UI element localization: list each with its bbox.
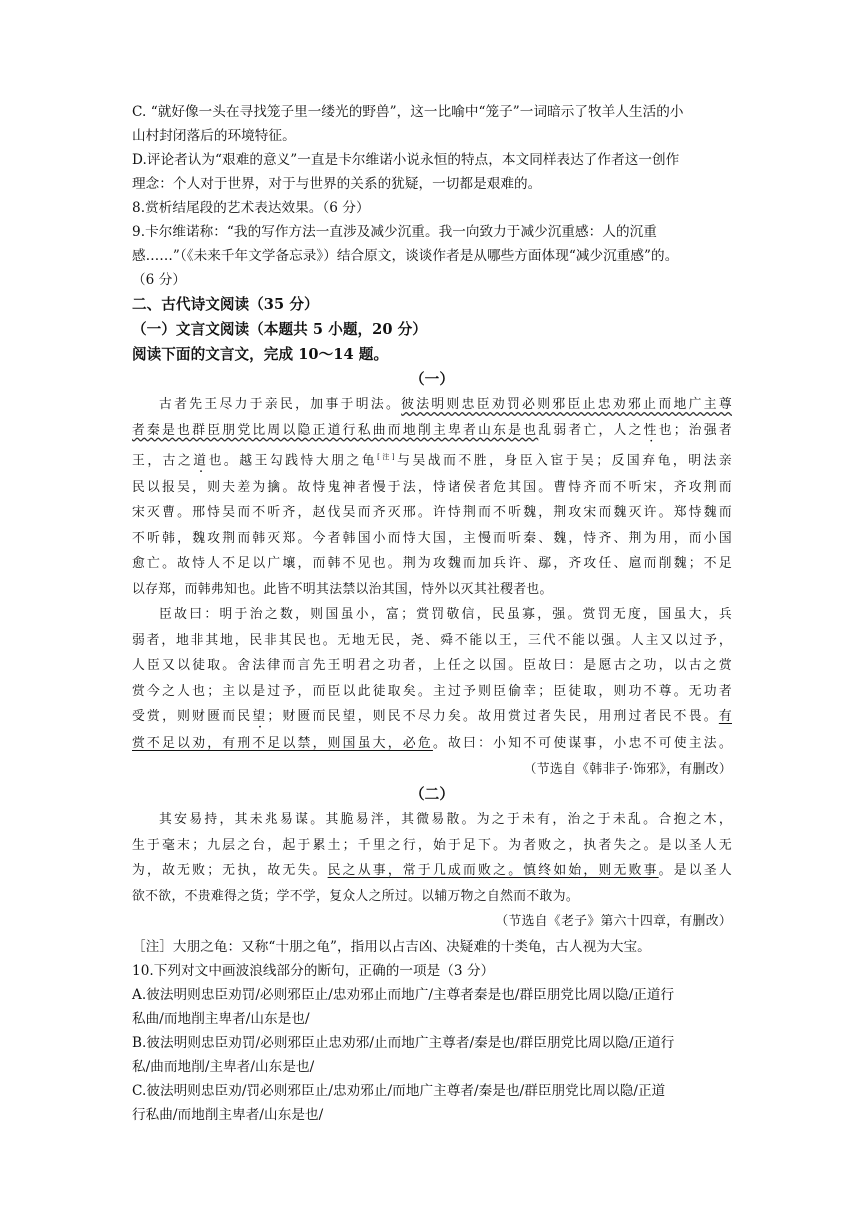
passage-1-heading: （一） [410, 371, 454, 388]
underlined-text: 民之从事，常于几成而败之。慎终如始，则无败事 [327, 863, 659, 879]
section-subtitle: （一）文言文阅读（本题共 5 小题，20 分） [132, 321, 427, 338]
passage-line: 民以报吴，则夫差为擒。故恃鬼神者慢于法，恃诸侯者危其国。曹恃齐而不听宋，齐攻荆而 [132, 479, 732, 495]
emphasis-dot-char: 道 [193, 452, 209, 468]
passage-2-heading: （二） [410, 786, 454, 804]
question-10-option-b-line-2: 私/曲而地削/主卑者/山东是也/ [132, 1058, 315, 1075]
document-page [132, 100, 732, 1127]
question-9-line-1: 9.卡尔维诺称：“我的写作方法一直涉及减少沉重。我一向致力于减少沉重感：人的沉重 [132, 224, 657, 240]
passage-line [132, 392, 732, 418]
footnote: ［注］大朋之龟：又称“十朋之龟”，指用以占吉凶、决疑难的十类龟，古人视为大宝。 [132, 938, 651, 955]
passage-text: 也。越王勾践恃大朋之龟 [208, 452, 378, 468]
wavy-underlined-text: 者秦是也群臣朋党比周以隐正道行私曲而地削主卑者山东是也 [132, 422, 539, 438]
question-10-stem: 10.下列对文中画波浪线部分的断句，正确的一项是（3 分） [132, 962, 495, 979]
passage-line: 其安易持，其未兆易谋。其脆易泮，其微易散。为之于未有，治之于未乱。合抱之木， [159, 812, 732, 828]
passage-line: 生于毫末；九层之台，起于累土；千里之行，始于足下。为者败之，执者失之。是以圣人无 [132, 837, 732, 853]
passage-line: 愈亡。故恃人不足以广壤，而韩不见也。荆为攻魏而加兵许、鄢，齐攻任、扈而削魏；不足 [132, 556, 732, 572]
passage-line: 不听韩，魏攻荆而韩灭郑。今者韩国小而恃大国，主慢而听秦、魏，恃齐、荆为用，而小国 [132, 530, 732, 546]
passage-text: 。是以圣人 [658, 863, 733, 879]
passage-line: 欲不欲，不贵难得之货；学不学，复众人之所过。以辅万物之自然而不敢为。 [132, 888, 579, 904]
question-10-option-c-line-1: C.彼法明则忠臣劝/罚必则邪臣止/忠劝邪止/而地广主尊者/秦是也/群臣朋党比周以隐/正道 [132, 1082, 666, 1099]
reading-instruction: 阅读下面的文言文，完成 10～14 题。 [132, 346, 389, 363]
passage-1-paragraph-2 [132, 602, 732, 782]
wavy-underlined-text: 彼法明则忠臣劝罚必则邪臣止忠劝邪止而地广主尊 [401, 397, 732, 412]
question-10-option-c-line-2: 行私曲/而地削主卑者/山东是也/ [132, 1106, 324, 1123]
option-d-line-1: D.评论者认为“艰难的意义”一直是卡尔维诺小说永恒的特点，本文同样表达了作者这一创作 [132, 152, 680, 168]
passage-text: 。故曰：小知不可使谋事，小忠不可使主法。 [432, 736, 733, 752]
option-c-line-2: 山村封闭落后的环境特征。 [132, 128, 296, 144]
passage-1-source: （节选自《韩非子·饰邪》，有删改） [523, 761, 732, 777]
passage-line: 人臣又以徒取。舍法律而言先王明君之功者，上任之以国。臣故曰：是愿古之功，以古之赏 [132, 658, 732, 674]
question-8: 8.赏析结尾段的艺术表达效果。（6 分） [132, 200, 370, 216]
underlined-text: 赏不足以劝，有刑不足以禁，则国虽大，必危 [132, 736, 433, 752]
option-c-line-1: C. “就好像一头在寻找笼子里一缕光的野兽”，这一比喻中“笼子”一词暗示了牧羊人生活的小 [132, 104, 684, 120]
passage-line: 赏今之人也；主以是过予，而臣以此徒取矣。主过予则臣偷幸；臣徒取，则功不尊。无功者 [132, 683, 732, 699]
emphasis-dot-char: 性 [643, 422, 659, 438]
passage-text: 受赏，则财匮而民 [132, 709, 253, 725]
passage-text: 乱弱者亡，人之 [538, 422, 644, 438]
question-10-option-a-line-1: A.彼法明则忠臣劝罚/必则邪臣止/忠劝邪止而地广/主尊者秦是也/群臣朋党比周以隐/正道行 [132, 986, 675, 1003]
passage-line [132, 445, 732, 475]
question-9-line-3: （6 分） [132, 272, 187, 288]
passage-line [132, 858, 732, 884]
passage-text: 为，故无败；无执，故无失。 [132, 863, 328, 879]
passage-line: 以存郑，而韩弗知也。此皆不明其法禁以治其国，恃外以灭其社稷者也。 [132, 581, 553, 597]
emphasis-dot-char: 望 [252, 709, 268, 725]
passage-text: 王，古之 [132, 452, 194, 468]
footnote-marker: [注] [377, 452, 395, 461]
passage-text: 古者先王尽力于亲民，加事于明法。 [159, 397, 402, 412]
passage-line: 臣故曰：明于治之数，则国虽小，富；赏罚敬信，民虽寡，强。赏罚无度，国虽大，兵 [159, 607, 732, 623]
question-10-option-a-line-2: 私曲/而地削主卑者/山东是也/ [132, 1010, 310, 1027]
passage-text: 也；治强者 [658, 422, 733, 438]
passage-line: 弱者，地非其地，民非其民也。无地无民，尧、舜不能以王，三代不能以强。人主又以过予， [132, 632, 732, 648]
passage-2-paragraph [132, 807, 732, 935]
passage-line [132, 704, 732, 731]
question-9-line-2: 感……”（《未来千年文学备忘录》）结合原文，谈谈作者是从哪些方面体现“减少沉重感”的。 [132, 248, 679, 264]
passage-line: 宋灭曹。邢恃吴而不听齐，赵伐吴而齐灭邢。许恃荆而不听魏，荆攻宋而魏灭许。郑恃魏而 [132, 505, 732, 521]
underlined-text: 有 [718, 709, 732, 725]
option-d-line-2: 理念：个人对于世界，对于与世界的关系的犹疑，一切都是艰难的。 [132, 176, 542, 192]
passage-text: ；财匮而民望，则民不尽力矣。故用赏过者失民，用刑过者民不畏。 [267, 709, 719, 725]
passage-2-source: （节选自《老子》第六十四章，有删改） [495, 914, 732, 930]
passage-line [132, 731, 732, 757]
passage-text: 与吴战而不胜，身臣入宦于吴；反国弃龟，明法亲 [394, 452, 732, 468]
question-10-option-b-line-1: B.彼法明则忠臣劝罚/必则邪臣止忠劝邪/止而地广主尊者/秦是也/群臣朋党比周以隐/正道行 [132, 1034, 675, 1051]
section-title: 二、古代诗文阅读（35 分） [132, 296, 319, 313]
passage-line [132, 418, 732, 445]
passage-1-paragraph-1 [132, 392, 732, 602]
